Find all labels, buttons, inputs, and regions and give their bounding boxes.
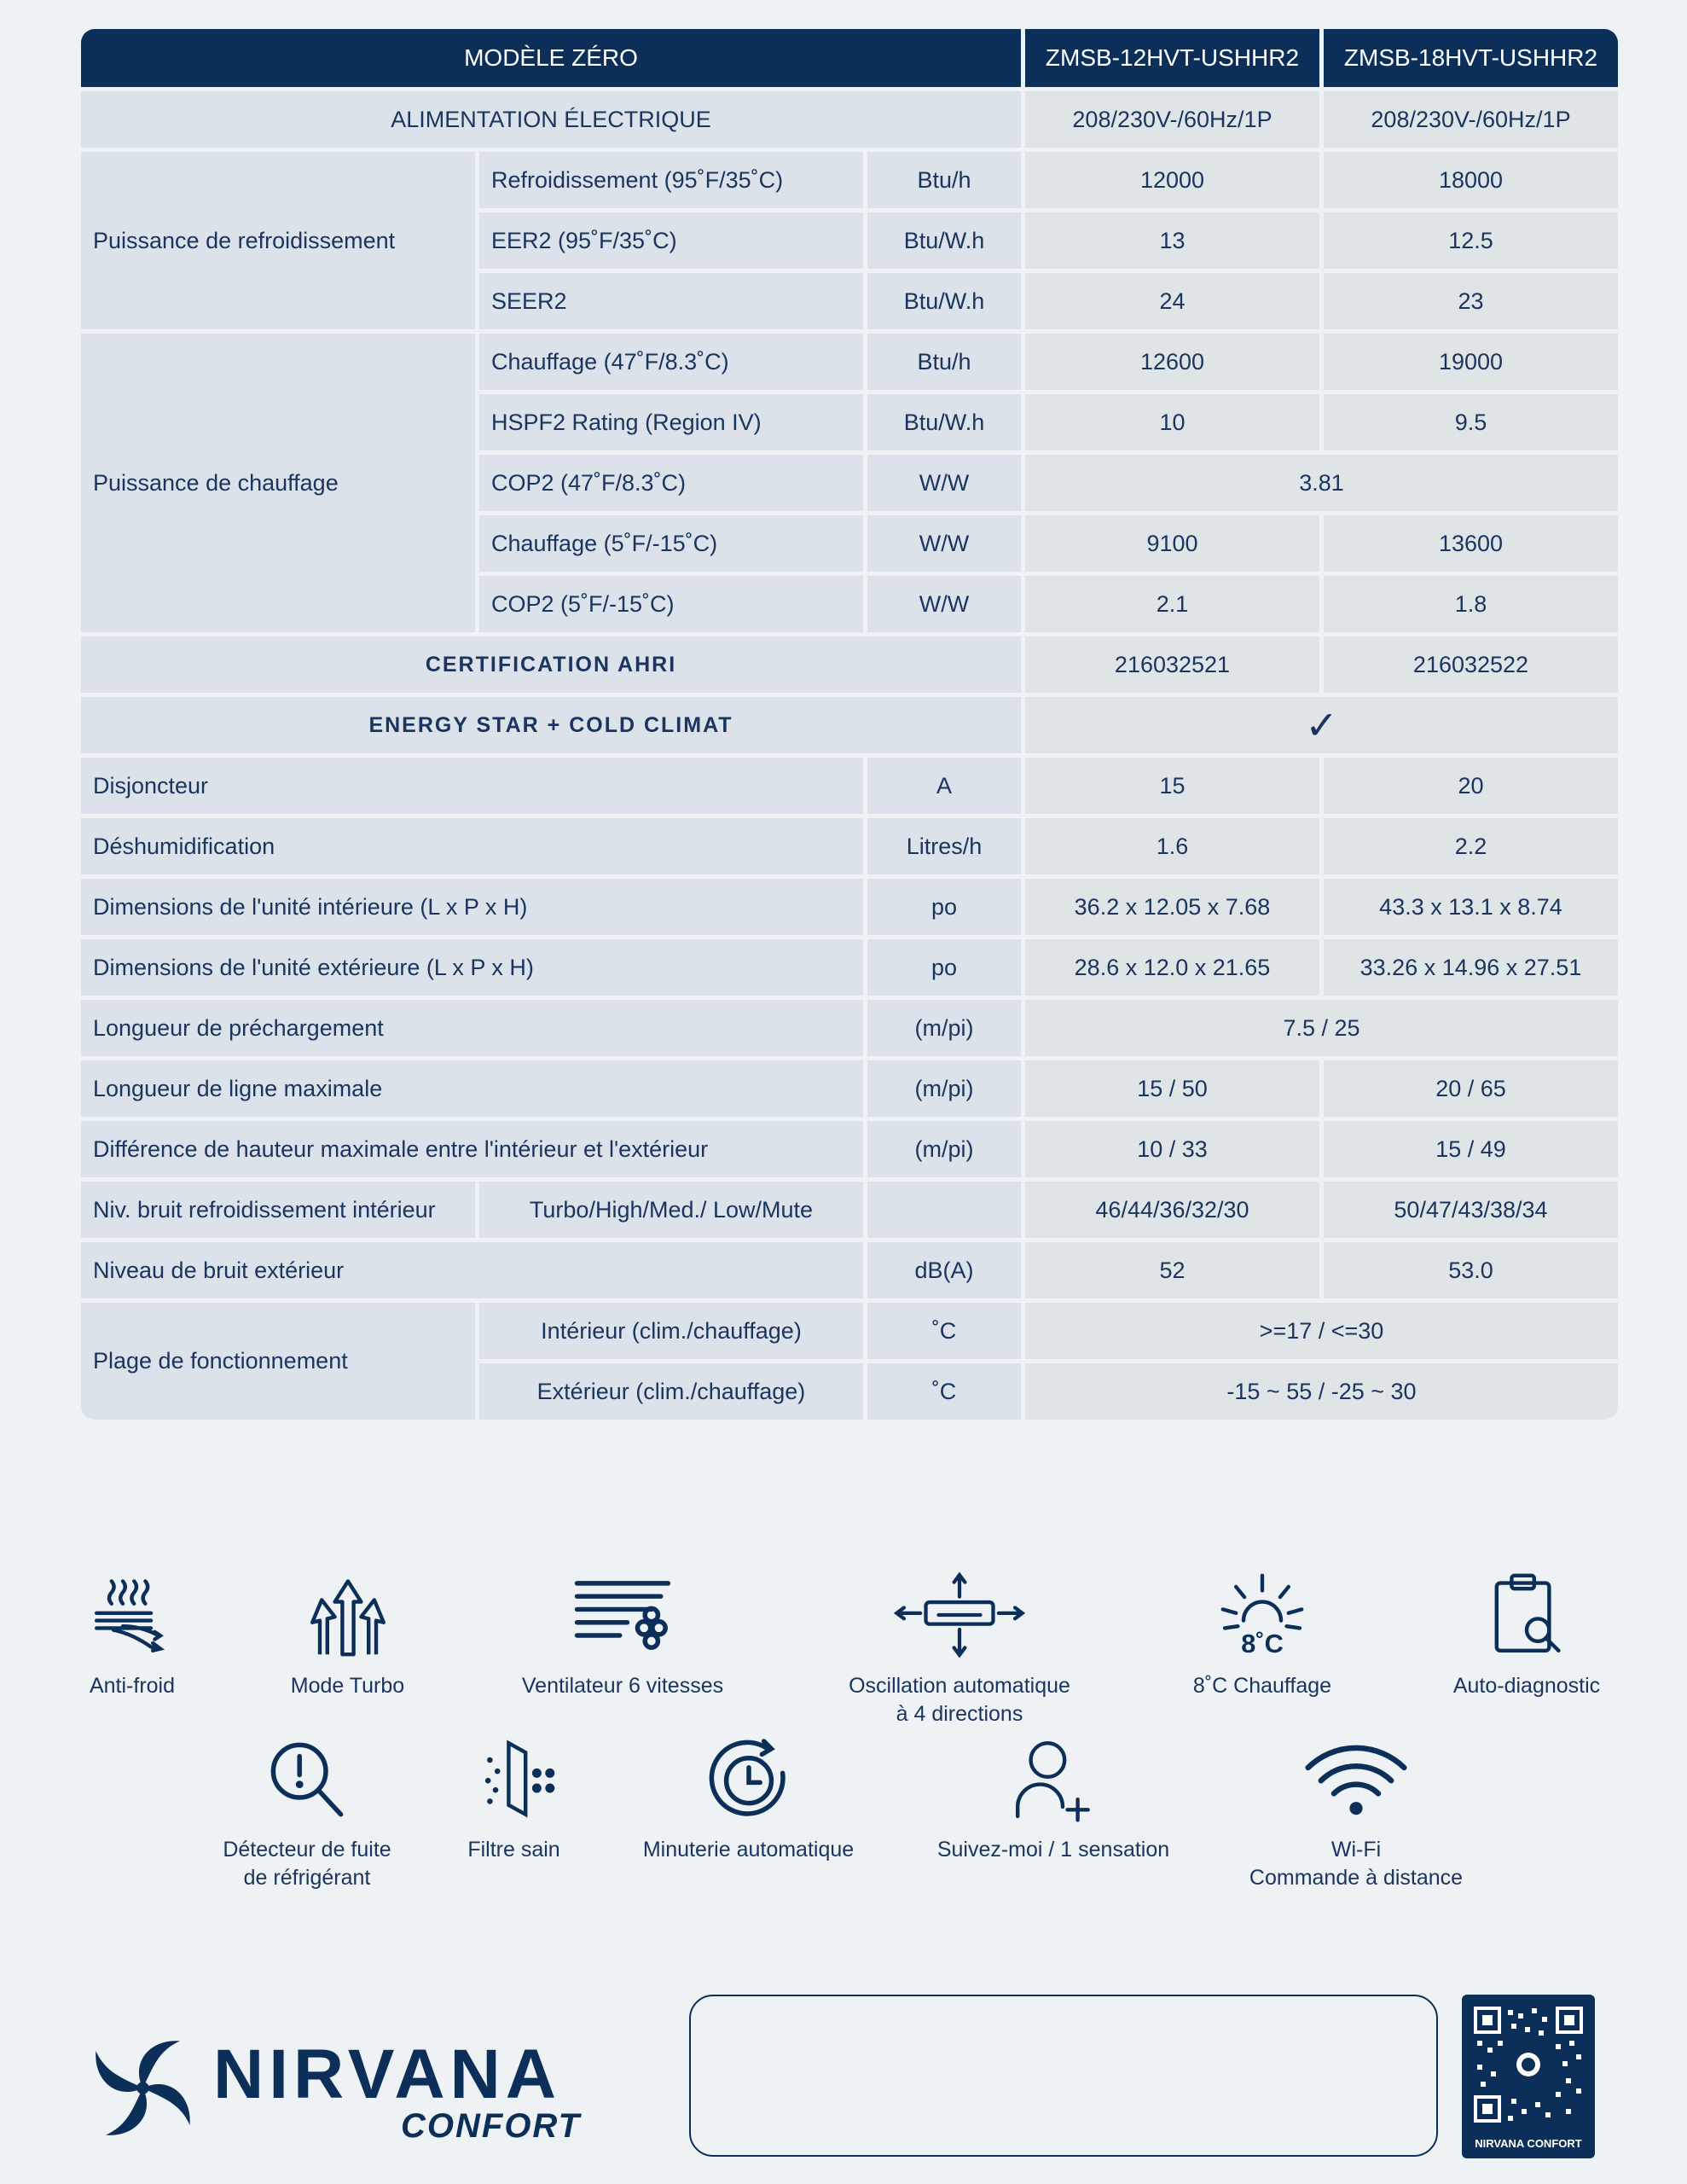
row-name: COP2 (47˚F/8.3˚C) <box>479 455 863 511</box>
row-v1: 12600 <box>1025 334 1319 390</box>
row-name: Disjoncteur <box>81 758 863 814</box>
row-name: Différence de hauteur maximale entre l'intérieur et l'extérieur <box>81 1121 863 1177</box>
row-v2: 43.3 x 13.1 x 8.74 <box>1324 879 1618 935</box>
row-name: Extérieur (clim./chauffage) <box>479 1363 863 1420</box>
brand-subtitle: CONFORT <box>401 2107 582 2145</box>
feature-label-2: Commande à distance <box>1249 1866 1464 1890</box>
row-v2: 53.0 <box>1324 1242 1618 1298</box>
filter-icon <box>467 1732 561 1826</box>
row-value-merged: 7.5 / 25 <box>1025 1000 1618 1056</box>
table-row <box>81 939 1618 996</box>
feature-timer <box>627 1732 870 1864</box>
ahri-v2: 216032522 <box>1324 636 1618 693</box>
header-row <box>81 29 1618 87</box>
feature-8c-heating <box>1181 1568 1343 1700</box>
feature-filter <box>452 1732 576 1864</box>
wifi-icon <box>1301 1732 1412 1826</box>
ahri-row <box>81 636 1618 693</box>
row-v1: 46/44/36/32/30 <box>1025 1182 1319 1238</box>
row-unit: ˚C <box>867 1363 1021 1420</box>
power-row <box>81 91 1618 148</box>
timer-clock-icon <box>702 1732 796 1826</box>
row-v2: 2.2 <box>1324 818 1618 874</box>
row-v1: 9100 <box>1025 515 1319 572</box>
table-row <box>81 1121 1618 1177</box>
model-header: MODÈLE ZÉRO <box>81 29 1021 87</box>
row-unit-empty <box>867 1182 1021 1238</box>
row-unit: W/W <box>867 576 1021 632</box>
row-v1: 1.6 <box>1025 818 1319 874</box>
user-add-icon <box>1006 1732 1100 1826</box>
row-v1: 52 <box>1025 1242 1319 1298</box>
row-v2: 19000 <box>1324 334 1618 390</box>
row-v1: 12000 <box>1025 152 1319 208</box>
row-v2: 23 <box>1324 273 1618 329</box>
feature-label: Détecteur de fuite <box>223 1838 391 1862</box>
row-unit: W/W <box>867 455 1021 511</box>
row-name: HSPF2 Rating (Region IV) <box>479 394 863 450</box>
feature-label: Suivez-moi / 1 sensation <box>936 1838 1170 1862</box>
table-row <box>81 1242 1618 1298</box>
cooling-group: Puissance de refroidissement <box>81 152 475 329</box>
row-v2: 9.5 <box>1324 394 1618 450</box>
power-label: ALIMENTATION ÉLECTRIQUE <box>81 91 1021 148</box>
row-name: Niveau de bruit extérieur <box>81 1242 863 1298</box>
row-v2: 12.5 <box>1324 212 1618 269</box>
row-value-merged: >=17 / <=30 <box>1025 1303 1618 1359</box>
feature-label: Auto-diagnostic <box>1452 1674 1601 1698</box>
qr-code[interactable] <box>1462 1995 1595 2158</box>
feature-label: Ventilateur 6 vitesses <box>521 1674 724 1698</box>
row-name: Déshumidification <box>81 818 863 874</box>
feature-label-2: à 4 directions <box>896 1702 1023 1726</box>
swing-directions-icon <box>891 1568 1028 1662</box>
row-v2: 18000 <box>1324 152 1618 208</box>
nirvana-logo-icon <box>81 2026 205 2150</box>
heating-group: Puissance de chauffage <box>81 334 475 632</box>
feature-follow-me <box>925 1732 1181 1864</box>
row-name: EER2 (95˚F/35˚C) <box>479 212 863 269</box>
table-row <box>81 152 1618 208</box>
table-row <box>81 1060 1618 1117</box>
table-row <box>81 818 1618 874</box>
power-v1: 208/230V-/60Hz/1P <box>1025 91 1319 148</box>
feature-leak-detector <box>205 1732 409 1892</box>
row-value-merged: 3.81 <box>1025 455 1618 511</box>
row-v2: 13600 <box>1324 515 1618 572</box>
heat8-icon-text: 8˚C <box>1241 1629 1284 1658</box>
row-unit: A <box>867 758 1021 814</box>
sun-heating-icon <box>1215 1568 1309 1662</box>
row-unit: Btu/h <box>867 334 1021 390</box>
row-v1: 10 / 33 <box>1025 1121 1319 1177</box>
range-group: Plage de fonctionnement <box>81 1303 475 1420</box>
turbo-arrows-icon <box>301 1568 395 1662</box>
row-name: Niv. bruit refroidissement intérieur <box>81 1182 475 1238</box>
row-name: Chauffage (47˚F/8.3˚C) <box>479 334 863 390</box>
ahri-v1: 216032521 <box>1025 636 1319 693</box>
blank-info-box <box>689 1995 1438 2157</box>
row-v1: 24 <box>1025 273 1319 329</box>
row-unit: dB(A) <box>867 1242 1021 1298</box>
feature-fan <box>507 1568 738 1700</box>
feature-label: Mode Turbo <box>290 1674 405 1698</box>
table-row <box>81 1000 1618 1056</box>
spec-table <box>77 25 1622 1424</box>
feature-antifreeze <box>68 1568 196 1700</box>
qr-pattern-icon <box>1470 2003 1586 2126</box>
feature-label-2: de réfrigérant <box>243 1866 371 1890</box>
table-row <box>81 1303 1618 1359</box>
feature-label: 8˚C Chauffage <box>1192 1674 1332 1698</box>
row-v2: 15 / 49 <box>1324 1121 1618 1177</box>
ahri-label: CERTIFICATION AHRI <box>81 636 1021 693</box>
row-unit: Btu/W.h <box>867 273 1021 329</box>
row-v2: 20 <box>1324 758 1618 814</box>
brand-name: NIRVANA <box>213 2036 561 2113</box>
feature-label: Filtre sain <box>467 1838 560 1862</box>
feature-diagnostic <box>1441 1568 1612 1700</box>
row-name: COP2 (5˚F/-15˚C) <box>479 576 863 632</box>
row-name: Dimensions de l'unité extérieure (L x P x H) <box>81 939 863 996</box>
feature-wifi <box>1228 1732 1484 1892</box>
row-value-merged: -15 ~ 55 / -25 ~ 30 <box>1025 1363 1618 1420</box>
row-v1: 15 <box>1025 758 1319 814</box>
row-unit: po <box>867 879 1021 935</box>
row-unit: (m/pi) <box>867 1060 1021 1117</box>
feature-turbo <box>273 1568 422 1700</box>
row-v2: 20 / 65 <box>1324 1060 1618 1117</box>
row-unit: W/W <box>867 515 1021 572</box>
row-v1: 13 <box>1025 212 1319 269</box>
row-unit: Litres/h <box>867 818 1021 874</box>
row-name: Longueur de préchargement <box>81 1000 863 1056</box>
feature-label: Wi-Fi <box>1330 1838 1382 1862</box>
row-v1: 36.2 x 12.05 x 7.68 <box>1025 879 1319 935</box>
row-name: Intérieur (clim./chauffage) <box>479 1303 863 1359</box>
qr-caption: NIRVANA CONFORT <box>1475 2137 1582 2150</box>
row-name: Longueur de ligne maximale <box>81 1060 863 1117</box>
row-unit: Btu/h <box>867 152 1021 208</box>
table-row <box>81 758 1618 814</box>
energy-label: ENERGY STAR + COLD CLIMAT <box>81 697 1021 753</box>
table-row <box>81 1182 1618 1238</box>
row-name: Chauffage (5˚F/-15˚C) <box>479 515 863 572</box>
row-v2: 50/47/43/38/34 <box>1324 1182 1618 1238</box>
model-col1: ZMSB-12HVT-USHHR2 <box>1025 29 1319 87</box>
check-icon: ✓ <box>1025 697 1618 753</box>
feature-label: Minuterie automatique <box>642 1838 855 1862</box>
row-unit: ˚C <box>867 1303 1021 1359</box>
model-col2: ZMSB-18HVT-USHHR2 <box>1324 29 1618 87</box>
row-unit: po <box>867 939 1021 996</box>
feature-label: Anti-froid <box>89 1674 176 1698</box>
row-unit: Btu/W.h <box>867 212 1021 269</box>
row-v2: 1.8 <box>1324 576 1618 632</box>
table-row <box>81 879 1618 935</box>
row-name: SEER2 <box>479 273 863 329</box>
fan-speed-icon <box>571 1568 674 1662</box>
feature-label: Oscillation automatique <box>849 1674 1070 1698</box>
energy-row <box>81 697 1618 753</box>
row-unit: Btu/W.h <box>867 394 1021 450</box>
row-v1: 10 <box>1025 394 1319 450</box>
row-unit: (m/pi) <box>867 1000 1021 1056</box>
row-name: Dimensions de l'unité intérieure (L x P x H) <box>81 879 863 935</box>
table-row <box>81 334 1618 390</box>
row-name: Refroidissement (95˚F/35˚C) <box>479 152 863 208</box>
row-unit: (m/pi) <box>867 1121 1021 1177</box>
row-v1: 15 / 50 <box>1025 1060 1319 1117</box>
clipboard-search-icon <box>1480 1568 1574 1662</box>
power-v2: 208/230V-/60Hz/1P <box>1324 91 1618 148</box>
row-v1: 28.6 x 12.0 x 21.65 <box>1025 939 1319 996</box>
row-sub: Turbo/High/Med./ Low/Mute <box>479 1182 863 1238</box>
row-v2: 33.26 x 14.96 x 27.51 <box>1324 939 1618 996</box>
row-v1: 2.1 <box>1025 576 1319 632</box>
feature-swing <box>832 1568 1087 1728</box>
antifreeze-icon <box>85 1568 179 1662</box>
leak-detector-icon <box>260 1732 354 1826</box>
